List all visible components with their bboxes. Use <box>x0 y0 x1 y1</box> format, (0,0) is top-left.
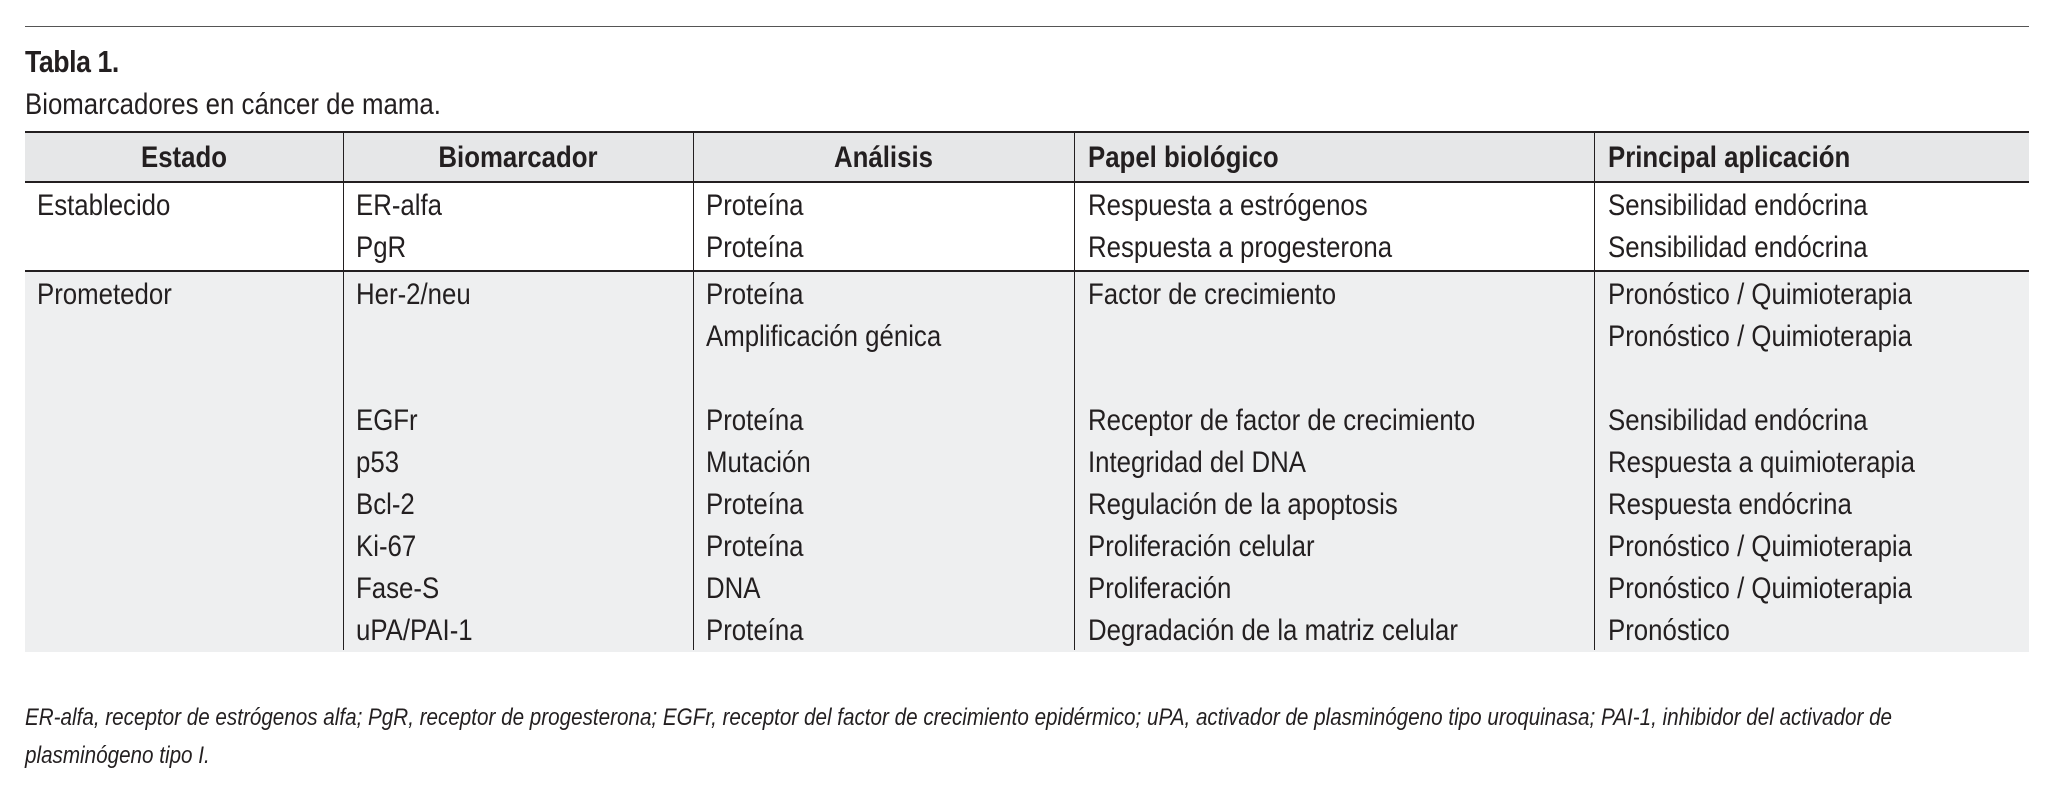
aplicacion-cell: Respuesta a quimioterapia <box>1608 446 1915 479</box>
papel-cell: Integridad del DNA <box>1088 446 1306 479</box>
analisis-cell: Proteína <box>706 231 804 264</box>
biomarcador-cell: EGFr <box>356 404 418 437</box>
aplicacion-cell: Pronóstico / Quimioterapia <box>1608 530 1913 563</box>
group-separator <box>25 270 2029 272</box>
papel-cell: Degradación de la matriz celular <box>1088 614 1458 647</box>
header-analisis: Análisis <box>834 141 933 174</box>
papel-cell: Receptor de factor de crecimiento <box>1088 404 1476 437</box>
analisis-cell: Proteína <box>706 189 804 222</box>
analisis-cell: Proteína <box>706 614 804 647</box>
biomarcador-cell: uPA/PAI-1 <box>356 614 473 647</box>
analisis-cell: Amplificación génica <box>706 320 942 353</box>
header-estado: Estado <box>140 141 228 174</box>
aplicacion-cell: Sensibilidad endócrina <box>1608 189 1868 222</box>
biomarcador-cell: p53 <box>356 446 400 479</box>
papel-cell: Respuesta a estrógenos <box>1088 189 1368 222</box>
aplicacion-cell: Sensibilidad endócrina <box>1608 231 1868 264</box>
biomarcador-cell: ER-alfa <box>356 189 443 222</box>
header-principal-aplicacion: Principal aplicación <box>1608 141 1851 174</box>
column-divider <box>1074 133 1075 650</box>
aplicacion-cell: Respuesta endócrina <box>1608 488 1852 521</box>
aplicacion-cell: Pronóstico / Quimioterapia <box>1608 278 1913 311</box>
estado-cell: Establecido <box>37 189 171 222</box>
analisis-cell: Proteína <box>706 530 804 563</box>
aplicacion-cell: Sensibilidad endócrina <box>1608 404 1868 437</box>
biomarker-table <box>25 131 2029 652</box>
biomarcador-cell: PgR <box>356 231 407 264</box>
analisis-cell: Proteína <box>706 404 804 437</box>
analisis-cell: Mutación <box>706 446 811 479</box>
table-label: Tabla 1. <box>25 44 119 79</box>
aplicacion-cell: Pronóstico / Quimioterapia <box>1608 320 1913 353</box>
analisis-cell: Proteína <box>706 488 804 521</box>
biomarcador-cell: Bcl-2 <box>356 488 415 521</box>
analisis-cell: Proteína <box>706 278 804 311</box>
papel-cell: Proliferación celular <box>1088 530 1315 563</box>
header-biomarcador: Biomarcador <box>438 141 598 174</box>
column-divider <box>343 133 344 650</box>
papel-cell: Respuesta a progesterona <box>1088 231 1393 264</box>
estado-cell: Prometedor <box>37 278 172 311</box>
aplicacion-cell: Pronóstico / Quimioterapia <box>1608 572 1913 605</box>
aplicacion-cell: Pronóstico <box>1608 614 1730 647</box>
column-divider <box>693 133 694 650</box>
papel-cell: Proliferación <box>1088 572 1232 605</box>
analisis-cell: DNA <box>706 572 761 605</box>
papel-cell: Factor de crecimiento <box>1088 278 1337 311</box>
top-rule <box>25 26 2029 27</box>
biomarcador-cell: Her-2/neu <box>356 278 471 311</box>
biomarcador-cell: Fase-S <box>356 572 440 605</box>
biomarcador-cell: Ki-67 <box>356 530 417 563</box>
table-caption: Biomarcadores en cáncer de mama. <box>25 88 441 121</box>
header-papel-biologico: Papel biológico <box>1088 141 1279 174</box>
papel-cell: Regulación de la apoptosis <box>1088 488 1398 521</box>
table-footnote: ER-alfa, receptor de estrógenos alfa; PgR, receptor de progesterona; EGFr, receptor del factor de crecimiento epidérmico; uPA, activador de plasminógeno tipo uroquinasa; PAI-1, inhibidor del activador de plasminógeno tipo I. <box>25 704 1893 769</box>
column-divider <box>1594 133 1595 650</box>
